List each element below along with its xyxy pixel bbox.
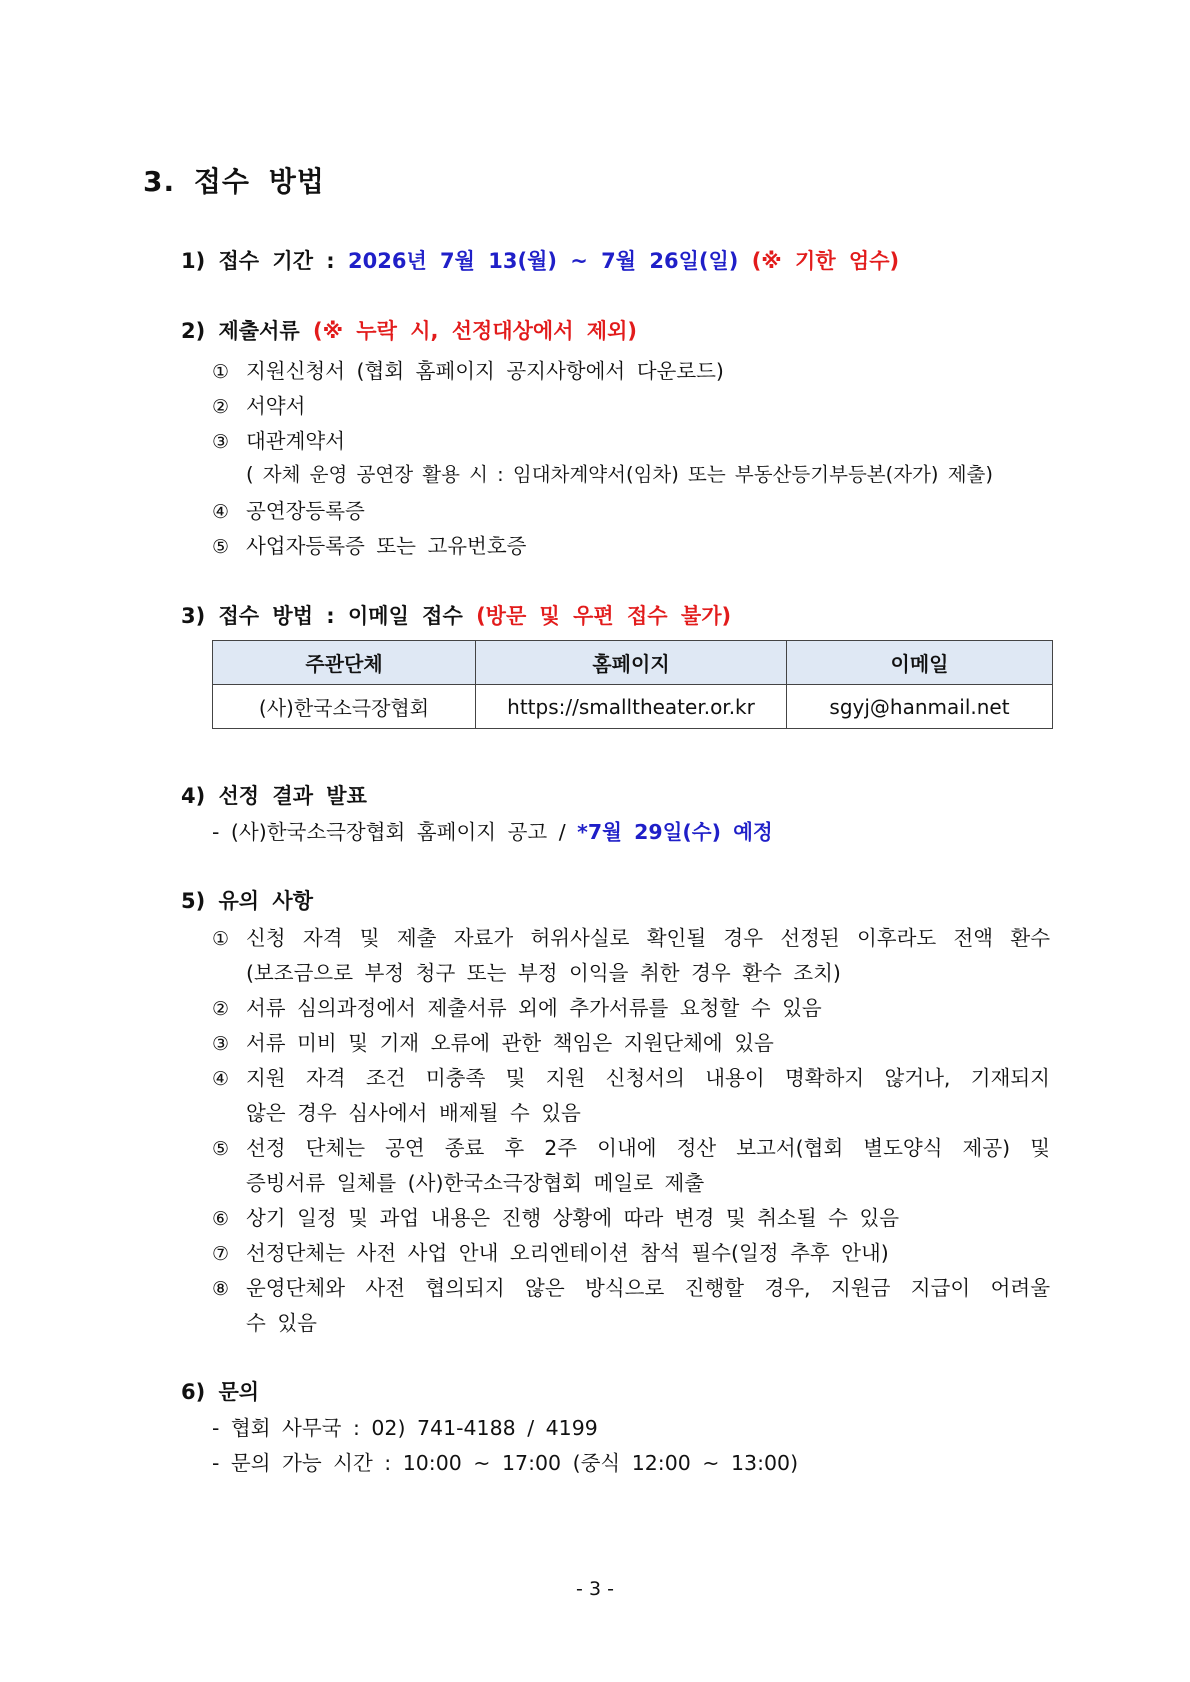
reception-period-note: (※ 기한 엄수) <box>751 249 900 273</box>
document-item: ⑤ 사업자등록증 또는 고유번호증 <box>212 534 527 558</box>
required-documents-label: 2) 제출서류 <box>181 319 300 343</box>
contact-table <box>212 640 1053 729</box>
note-item: ⑧ 운영단체와 사전 협의되지 않은 방식으로 진행할 경우, 지원금 지급이 어려울 <box>212 1276 1050 1300</box>
table-header-email: 이메일 <box>787 641 1053 685</box>
table-header-row <box>213 641 1053 685</box>
document-item: ③ 대관계약서 <box>212 429 346 453</box>
note-item-continued: (보조금으로 부정 청구 또는 부정 이익을 취한 경우 환수 조치) <box>246 961 841 985</box>
reception-method-note: (방문 및 우편 접수 불가) <box>476 604 732 628</box>
document-item-subnote: ( 자체 운영 공연장 활용 시 : 임대차계약서(임차) 또는 부동산등기부등본(자가) 제출) <box>246 463 993 486</box>
reception-period-dates: 2026년 7월 13(월) ~ 7월 26일(일) <box>348 249 739 273</box>
notes-heading: 5) 유의 사항 <box>181 889 313 913</box>
inquiry-hours: - 문의 가능 시간 : 10:00 ~ 17:00 (중식 12:00 ~ 13:00) <box>212 1451 799 1475</box>
document-item: ④ 공연장등록증 <box>212 499 365 523</box>
table-row <box>213 685 1053 729</box>
document-item: ② 서약서 <box>212 394 306 418</box>
homepage-link[interactable]: https://smalltheater.or.kr <box>476 685 787 729</box>
table-header-homepage: 홈페이지 <box>476 641 787 685</box>
selection-results-line: - (사)한국소극장협회 홈페이지 공고 / *7월 29일(수) 예정 <box>212 820 773 844</box>
note-item: ③ 서류 미비 및 기재 오류에 관한 책임은 지원단체에 있음 <box>212 1031 774 1055</box>
note-item: ① 신청 자격 및 제출 자료가 허위사실로 확인될 경우 선정된 이후라도 전액 환수 <box>212 926 1050 950</box>
required-documents-note: (※ 누락 시, 선정대상에서 제외) <box>312 319 637 343</box>
note-item: ⑥ 상기 일정 및 과업 내용은 진행 상황에 따라 변경 및 취소될 수 있음 <box>212 1206 900 1230</box>
reception-method <box>181 600 731 630</box>
table-header-organizer: 주관단체 <box>213 641 476 685</box>
note-item: ④ 지원 자격 조건 미충족 및 지원 신청서의 내용이 명확하지 않거나, 기재되지 <box>212 1066 1050 1090</box>
note-item-continued: 않은 경우 심사에서 배제될 수 있음 <box>246 1101 581 1125</box>
section-heading: 3. 접수 방법 <box>143 165 325 198</box>
reception-period <box>181 245 899 275</box>
email-link[interactable]: sgyj@hanmail.net <box>787 685 1053 729</box>
selection-results-heading: 4) 선정 결과 발표 <box>181 784 367 808</box>
inquiry-phone: - 협회 사무국 : 02) 741-4188 / 4199 <box>212 1416 598 1440</box>
note-item: ② 서류 심의과정에서 제출서류 외에 추가서류를 요청할 수 있음 <box>212 996 822 1020</box>
required-documents-heading <box>181 315 637 345</box>
note-item-continued: 수 있음 <box>246 1311 317 1335</box>
organizer-cell: (사)한국소극장협회 <box>213 685 476 729</box>
document-item: ① 지원신청서 (협회 홈페이지 공지사항에서 다운로드) <box>212 359 724 383</box>
inquiry-heading: 6) 문의 <box>181 1380 260 1404</box>
note-item: ⑤ 선정 단체는 공연 종료 후 2주 이내에 정산 보고서(협회 별도양식 제공) 및 <box>212 1136 1050 1160</box>
selection-results-date: *7월 29일(수) 예정 <box>577 820 773 844</box>
note-item: ⑦ 선정단체는 사전 사업 안내 오리엔테이션 참석 필수(일정 추후 안내) <box>212 1241 889 1265</box>
page-number: - 3 - <box>576 1578 614 1600</box>
note-item-continued: 증빙서류 일체를 (사)한국소극장협회 메일로 제출 <box>246 1171 705 1195</box>
reception-period-label: 1) 접수 기간 : <box>181 249 335 273</box>
reception-method-label: 3) 접수 방법 : 이메일 접수 <box>181 604 463 628</box>
